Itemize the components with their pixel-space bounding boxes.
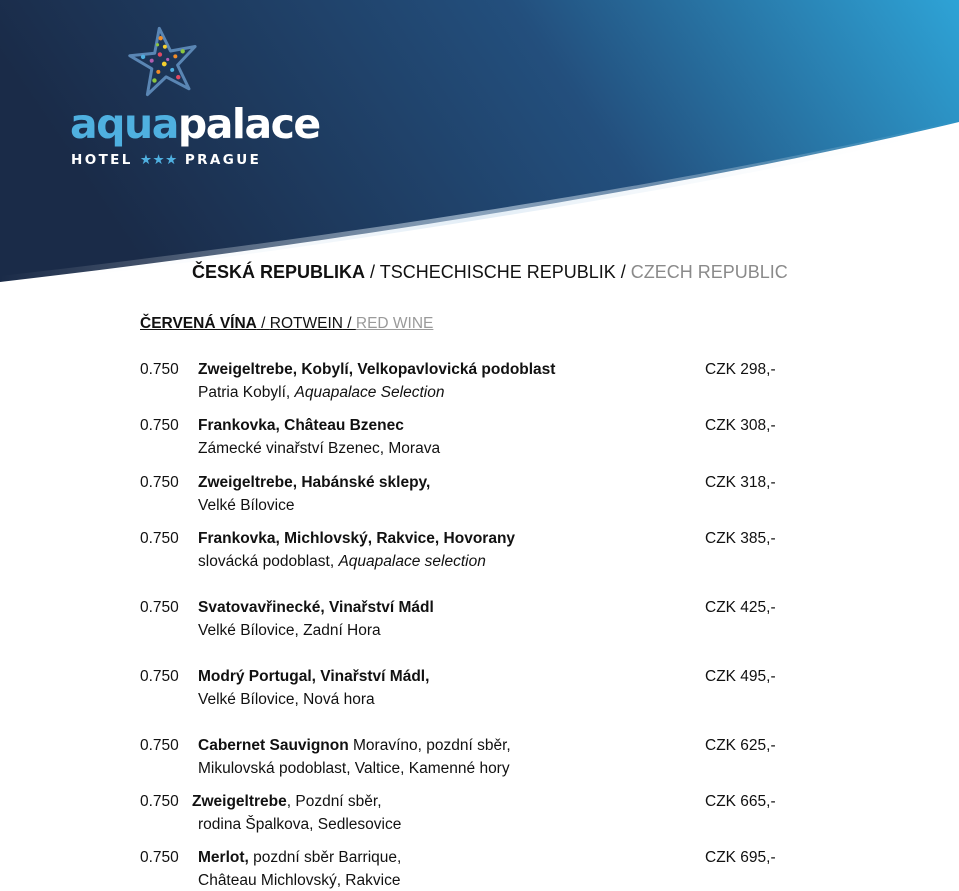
- logo-subtitle: [71, 154, 261, 168]
- country-de: TSCHECHISCHE REPUBLIK: [379, 262, 616, 282]
- wine-origin-text: Château Michlovský, Rakvice: [198, 872, 401, 889]
- wine-volume: 0.750: [140, 849, 179, 866]
- wine-name-bold: Frankovka, Michlovský, Rakvice, Hovorany: [198, 530, 516, 547]
- logo-wordmark: [70, 100, 320, 148]
- country-en: CZECH REPUBLIC: [630, 262, 788, 282]
- wine-name: [198, 472, 430, 494]
- wine-price: CZK 318,-: [705, 474, 776, 491]
- wine-volume: 0.750: [140, 668, 179, 685]
- wine-origin-text: rodina Špalkova, Sedlesovice: [198, 816, 402, 833]
- category-heading: [140, 315, 433, 333]
- heading-separator: /: [365, 262, 380, 282]
- wine-volume: 0.750: [140, 793, 179, 810]
- category-separator: /: [342, 315, 356, 332]
- wine-volume: 0.750: [140, 361, 179, 378]
- wine-origin-text: Velké Bílovice: [198, 497, 295, 514]
- wine-price: CZK 308,-: [705, 417, 776, 434]
- wine-origin-italic: Aquapalace selection: [338, 553, 486, 570]
- wine-origin-text: Velké Bílovice, Nová hora: [198, 691, 375, 708]
- country-heading: [192, 261, 788, 283]
- wine-price: CZK 625,-: [705, 737, 776, 754]
- wine-name: [198, 735, 511, 757]
- wine-name-bold: Cabernet Sauvignon: [198, 737, 349, 754]
- logo-sub-hotel: HOTEL: [71, 152, 133, 168]
- wine-origin: [198, 758, 510, 780]
- wine-origin: [198, 814, 401, 836]
- wine-volume: 0.750: [140, 530, 179, 547]
- wine-name: [198, 666, 429, 688]
- wine-origin-italic: Aquapalace Selection: [294, 384, 445, 401]
- wine-name-rest: pozdní sběr Barrique,: [248, 849, 402, 866]
- wine-volume: 0.750: [140, 417, 179, 434]
- wine-name-bold: Frankovka, Château Bzenec: [198, 417, 404, 434]
- wine-price: CZK 385,-: [705, 530, 776, 547]
- wine-origin-text: Patria Kobylí,: [198, 384, 295, 401]
- wine-price: CZK 425,-: [705, 599, 776, 616]
- wine-name: [198, 847, 401, 869]
- wine-price: CZK 665,-: [705, 793, 776, 810]
- starfish-icon: [0, 0, 330, 110]
- wine-name: [192, 791, 382, 813]
- wine-name: [198, 597, 434, 619]
- wine-origin-text: slovácká podoblast,: [198, 553, 339, 570]
- heading-separator: /: [615, 262, 631, 282]
- wine-origin-text: Zámecké vinařství Bzenec, Morava: [198, 440, 441, 457]
- wine-volume: 0.750: [140, 474, 179, 491]
- logo-word-palace: palace: [177, 100, 320, 148]
- logo-sub-city: PRAGUE: [184, 152, 262, 168]
- category-separator: /: [256, 315, 270, 332]
- logo-stars: ★★★: [139, 152, 178, 168]
- wine-name-rest: , Pozdní sběr,: [286, 793, 382, 810]
- wine-price: CZK 298,-: [705, 361, 776, 378]
- wine-name-bold: Zweigeltrebe, Habánské sklepy,: [198, 474, 431, 491]
- aquapalace-logo: [0, 0, 330, 200]
- wine-name-rest: Moravíno, pozdní sběr,: [348, 737, 511, 754]
- wine-name: [198, 528, 515, 550]
- country-cz: ČESKÁ REPUBLIKA: [192, 262, 366, 282]
- logo-word-aqua: aqua: [70, 100, 178, 148]
- wine-origin: [198, 382, 444, 404]
- wine-name-bold: Merlot,: [198, 849, 249, 866]
- wine-origin: [198, 870, 400, 891]
- wine-origin: [198, 495, 295, 517]
- wine-origin: [198, 551, 486, 573]
- wine-name-bold: Zweigeltrebe, Kobylí, Velkopavlovická podoblast: [198, 361, 556, 378]
- wine-price: CZK 695,-: [705, 849, 776, 866]
- wine-name: [198, 359, 555, 381]
- wine-volume: 0.750: [140, 737, 179, 754]
- wine-origin: [198, 620, 381, 642]
- wine-origin: [198, 689, 375, 711]
- wine-name-bold: Svatovavřinecké, Vinařství Mádl: [198, 599, 434, 616]
- wine-origin: [198, 438, 440, 460]
- wine-origin-text: Mikulovská podoblast, Valtice, Kamenné hory: [198, 760, 510, 777]
- wine-volume: 0.750: [140, 599, 179, 616]
- wine-price: CZK 495,-: [705, 668, 776, 685]
- category-de: ROTWEIN: [269, 315, 343, 332]
- category-en: RED WINE: [355, 315, 434, 332]
- category-cz: ČERVENÁ VÍNA: [140, 315, 257, 332]
- wine-name-bold: Modrý Portugal, Vinařství Mádl,: [198, 668, 430, 685]
- wine-origin-text: Velké Bílovice, Zadní Hora: [198, 622, 381, 639]
- wine-name: [198, 415, 404, 437]
- wine-name-bold: Zweigeltrebe: [192, 793, 287, 810]
